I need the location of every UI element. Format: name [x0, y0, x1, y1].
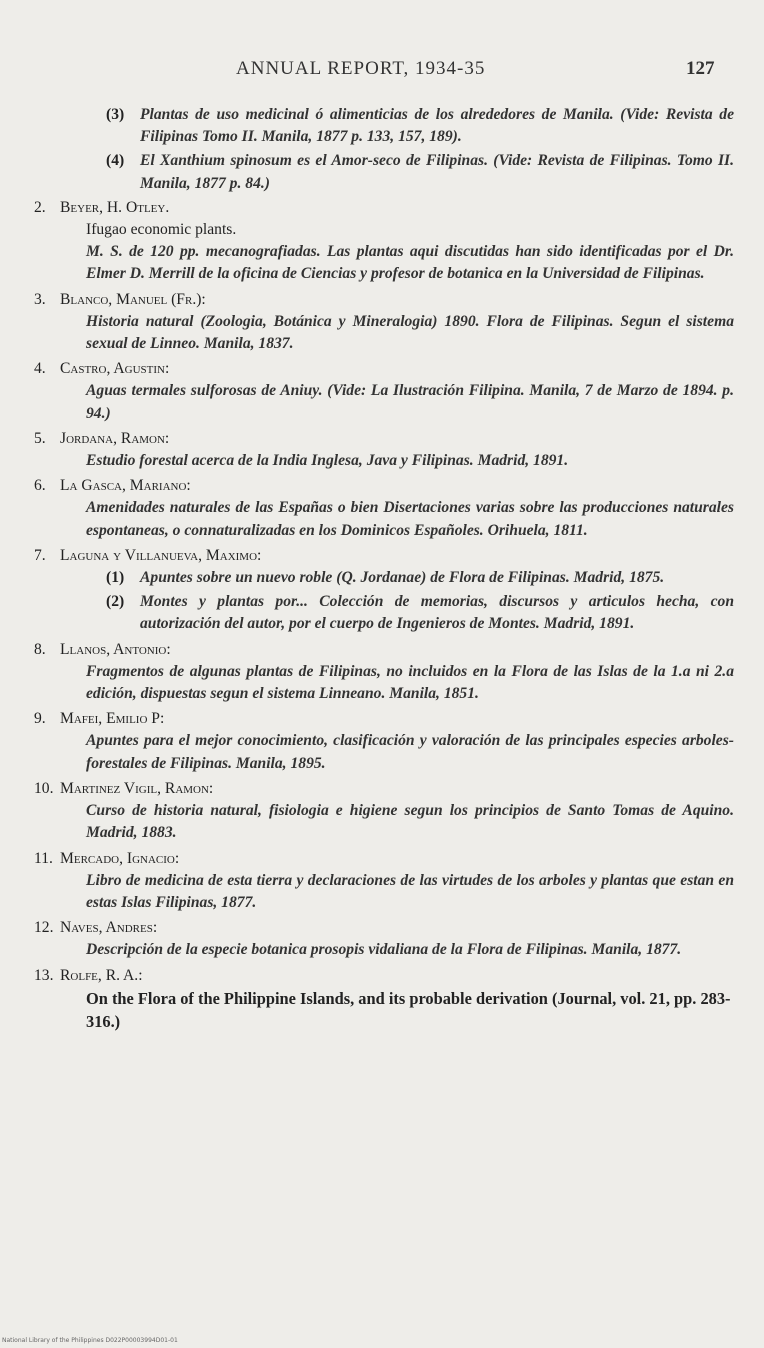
bibliography-entry: [34, 428, 734, 472]
sub-item: [106, 104, 734, 148]
entry-author: Beyer, H. Otley.: [60, 198, 170, 216]
bibliography-entry: [34, 708, 734, 775]
entry-author: Llanos, Antonio:: [60, 640, 171, 658]
sub-item-label: (4): [106, 152, 125, 170]
entry-number: 7.: [34, 546, 46, 564]
entry-text: Fragmentos de algunas plantas de Filipinas, no incluidos en la Flora de las Islas de la 1.a ni 2.a edición, dispuestas segun el sistema Linneano. Manila, 1851.: [86, 662, 734, 703]
sub-item-text: El Xanthium spinosum es el Amor-seco de Filipinas. (Vide: Revista de Filipinas. Tomo II. Manila, 1877 p. 84.): [140, 152, 734, 192]
bibliography-entry: [34, 475, 734, 542]
bibliography-entry: [34, 358, 734, 425]
entry-author: Rolfe, R. A.:: [60, 966, 143, 984]
entry-text: Amenidades naturales de las Españas o bien Disertaciones varias sobre las producciones naturales espontaneas, o connaturalizadas en los Dominicos Españoles. Orihuela, 1811.: [86, 499, 734, 539]
sub-item: [106, 591, 734, 635]
entry-author: Jordana, Ramon:: [60, 429, 170, 447]
bibliography-entry: [34, 545, 734, 636]
entry-number: 3.: [34, 290, 46, 308]
entry-number: 11.: [34, 849, 53, 867]
entry-text: Historia natural (Zoologia, Botánica y Mineralogia) 1890. Flora de Filipinas. Segun el sistema sexual de Linneo. Manila, 1837.: [86, 312, 734, 353]
bibliography-list: [34, 104, 734, 1036]
bibliography-entry: [34, 848, 734, 915]
entry-text: Aguas termales sulforosas de Aniuy. (Vide: La Ilustración Filipina. Manila, 7 de Marzo de 1894. p. 94.): [86, 382, 734, 422]
bibliography-entry: [34, 965, 734, 1033]
entry-number: 13.: [34, 966, 54, 984]
entry-author: Blanco, Manuel (Fr.):: [60, 290, 206, 308]
entry-number: 4.: [34, 360, 46, 378]
entry-number: 10.: [34, 779, 54, 797]
entry-text: M. S. de 120 pp. mecanografiadas. Las plantas aqui discutidas han sido identificadas por el Dr. Elmer D. Merrill de la oficina de Ciencias y profesor de botanica en la Universidad de Filipinas.: [86, 243, 734, 283]
entry-text: On the Flora of the Philippine Islands, and its probable derivation (Journal, vol. 21, pp. 283-316.): [86, 988, 731, 1031]
bibliography-entry: [34, 289, 734, 356]
entry-number: 8.: [34, 640, 46, 658]
sub-item-text: Apuntes sobre un nuevo roble (Q. Jordanae) de Flora de Filipinas. Madrid, 1875.: [140, 569, 665, 587]
entry-author: Naves, Andres:: [60, 919, 158, 937]
sub-item: [106, 150, 734, 194]
entry-author: Castro, Agustin:: [60, 360, 170, 378]
page-number: 127: [686, 58, 715, 79]
sub-item-text: Montes y plantas por... Colección de memorias, discursos y articulos hecha, con autorización del autor, por el cuerpo de Ingenieros de Montes. Madrid, 1891.: [140, 593, 734, 633]
entry-number: 5.: [34, 429, 46, 447]
entry-number: 2.: [34, 198, 46, 216]
sub-item-label: (1): [106, 569, 125, 587]
report-title: ANNUAL REPORT, 1934-35: [236, 58, 486, 79]
entry-number: 9.: [34, 710, 46, 728]
bibliography-entry: [34, 778, 734, 845]
sub-item-label: (2): [106, 593, 125, 611]
entry-text: Libro de medicina de esta tierra y declaraciones de las virtudes de los arboles y plantas que estan en estas Islas Filipinas, 1877.: [86, 871, 734, 911]
sub-item-text: Plantas de uso medicinal ó alimenticias de los alrededores de Manila. (Vide: Revista de Filipinas Tomo II. Manila, 1877 p. 133, 157, 189).: [140, 106, 734, 146]
bibliography-entry: [34, 197, 734, 286]
entry-author: Laguna y Villanueva, Maximo:: [60, 546, 262, 564]
continued-entry: [34, 104, 734, 195]
entry-text: Curso de historia natural, fisiologia e higiene segun los principios de Santo Tomas de Aquino. Madrid, 1883.: [86, 802, 734, 842]
entry-author: La Gasca, Mariano:: [60, 477, 191, 495]
sub-item-label: (3): [106, 106, 125, 123]
entry-text: Estudio forestal acerca de la India Inglesa, Java y Filipinas. Madrid, 1891.: [86, 452, 569, 470]
entry-author: Mercado, Ignacio:: [60, 849, 180, 867]
entry-number: 6.: [34, 477, 46, 495]
bibliography-entry: [34, 639, 734, 706]
entry-author: Martinez Vigil, Ramon:: [60, 779, 214, 797]
entry-subtitle: Ifugao economic plants.: [86, 221, 237, 239]
scan-footer: National Library of the Philippines D022P00003994D01-01: [2, 1337, 178, 1344]
sub-item: [106, 567, 734, 589]
entry-text: Apuntes para el mejor conocimiento, clasificación y valoración de las principales especies arboles-forestales de Filipinas. Manila, 1895.: [86, 732, 734, 772]
bibliography-entry: [34, 917, 734, 961]
entry-text: Descripción de la especie botanica prosopis vidaliana de la Flora de Filipinas. Manila, 1877.: [86, 941, 682, 959]
entry-number: 12.: [34, 919, 54, 937]
running-header: [0, 58, 764, 84]
entry-author: Mafei, Emilio P:: [60, 710, 165, 728]
